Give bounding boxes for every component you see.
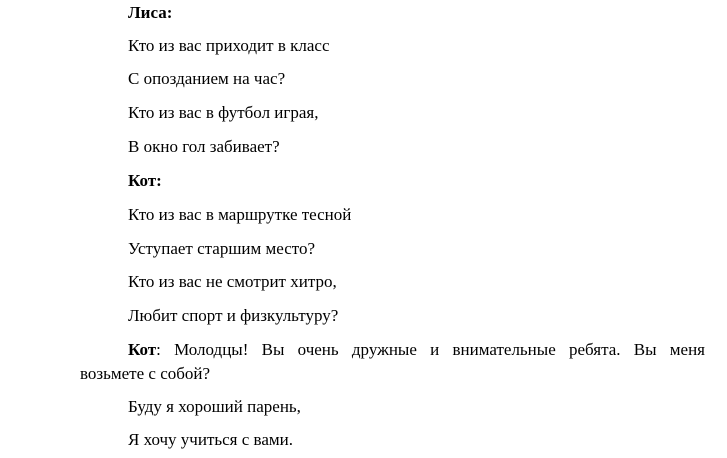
verse-line: Буду я хороший парень, <box>128 397 301 416</box>
speaker-cat: Кот: <box>128 171 162 190</box>
paragraph-text: : Молодцы! Вы очень дружные и внимательные ребята. Вы меня <box>156 340 705 359</box>
verse-line: Я хочу учиться с вами. <box>128 430 293 449</box>
verse-line: Кто из вас в футбол играя, <box>128 103 319 122</box>
verse-line: Кто из вас не смотрит хитро, <box>128 272 337 291</box>
speaker-fox: Лиса: <box>128 3 173 22</box>
speaker-cat: Кот <box>128 340 157 359</box>
paragraph-first-line <box>80 338 705 362</box>
verse-line: Кто из вас приходит в класс <box>128 36 330 55</box>
verse-line: Любит спорт и физкультуру? <box>128 306 339 325</box>
paragraph-second-line: возьмете с собой? <box>80 364 211 383</box>
verse-line: В окно гол забивает? <box>128 137 280 156</box>
dialogue-paragraph <box>80 338 705 386</box>
verse-line: С опозданием на час? <box>128 69 286 88</box>
verse-line: Кто из вас в маршрутке тесной <box>128 205 352 224</box>
verse-line: Уступает старшим место? <box>128 239 316 258</box>
